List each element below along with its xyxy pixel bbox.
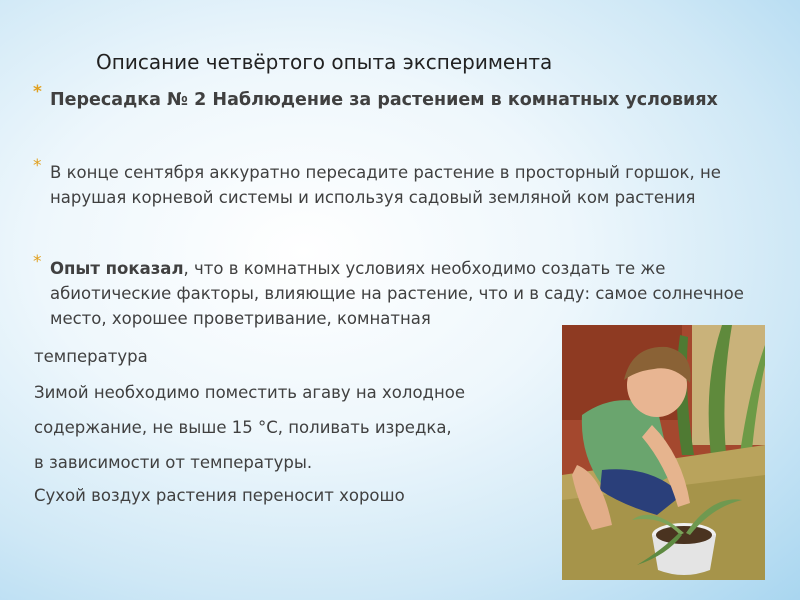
bullet-result-text: , что в комнатных условиях необходимо создать те же абиотические факторы, влияющие на растение, что и в саду: самое солнечное место, хорошее проветривание, комнатная [50,259,744,328]
bullet-instructions-text: В конце сентября аккуратно пересадите растение в просторный горшок, не нарушая корневой системы и используя садовый земляной ком растения [50,163,721,207]
star-bullet-icon: * [33,156,42,176]
text-line: в зависимости от температуры. [34,453,313,472]
slide-title: Описание четвёртого опыта эксперимента [96,50,553,74]
bullet-transplant-text: Пересадка № 2 Наблюдение за растением в комнатных условиях [50,90,718,110]
boy-transplanting-plant-photo [562,325,765,580]
bullet-result-emphasis: Опыт показал [50,259,184,278]
star-bullet-icon: * [33,252,42,272]
text-line: температура [34,347,148,366]
text-line: Сухой воздух растения переносит хорошо [34,486,405,505]
bullet-result [33,252,765,331]
star-bullet-icon: * [33,82,42,102]
text-line: Зимой необходимо поместить агаву на холодное [34,383,465,402]
text-line: содержание, не выше 15 °С, поливать изредка, [34,418,452,437]
bullet-instructions [33,156,785,210]
bullet-transplant [33,82,750,114]
